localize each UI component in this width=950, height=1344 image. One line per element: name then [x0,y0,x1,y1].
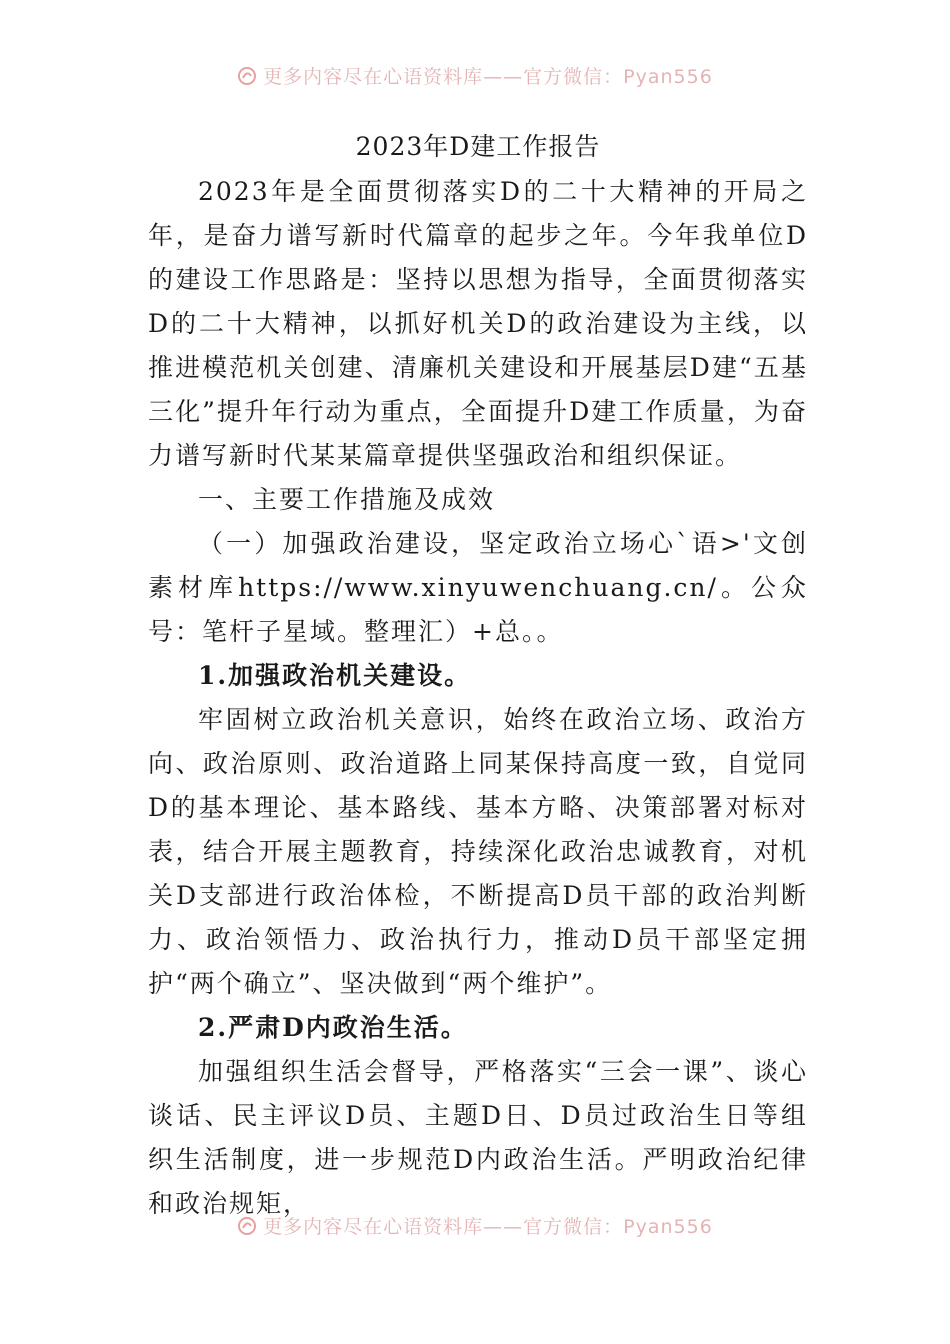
watermark-text: 更多内容尽在心语资料库——官方微信：Pyan556 [263,66,713,88]
brand-logo-icon [237,66,257,86]
document-title: 2023年D建工作报告 [355,132,601,161]
item-heading: 1.加强政治机关建设。 [198,661,472,690]
section-heading: 一、主要工作措施及成效 [198,485,496,514]
brand-logo-icon [237,1216,257,1236]
subsection-heading: （一）加强政治建设，坚定政治立场心`语>'文创素材库https://www.xinyuwenchuang.cn/。公众号：笔杆子星域。整理汇）+总。。 [148,529,808,646]
item-heading: 2.严肃D内政治生活。 [198,1013,468,1042]
watermark-header [0,62,950,92]
body-paragraph: 加强组织生活会督导，严格落实“三会一课”、谈心谈话、民主评议D员、主题D日、D员过政治生日等组织生活制度，进一步规范D内政治生活。严明政治纪律和政治规矩， [148,1057,808,1218]
document-body [148,124,808,1226]
intro-paragraph: 2023年是全面贯彻落实D的二十大精神的开局之年，是奋力谱写新时代篇章的起步之年。今年我单位D的建设工作思路是：坚持以思想为指导，全面贯彻落实D的二十大精神，以抓好机关D的政治建设为主线，以推进模范机关创建、清廉机关建设和开展基层D建“五基三化”提升年行动为重点，全面提升D建工作质量，为奋力谱写新时代某某篇章提供坚强政治和组织保证。 [148,177,808,470]
watermark-footer [0,1212,950,1242]
body-paragraph: 牢固树立政治机关意识，始终在政治立场、政治方向、政治原则、政治道路上同某保持高度一致，自觉同D的基本理论、基本路线、基本方略、决策部署对标对表，结合开展主题教育，持续深化政治忠诚教育，对机关D支部进行政治体检，不断提高D员干部的政治判断力、政治领悟力、政治执行力，推动D员干部坚定拥护“两个确立”、坚决做到“两个维护”。 [148,705,808,998]
watermark-text: 更多内容尽在心语资料库——官方微信：Pyan556 [263,1216,713,1238]
